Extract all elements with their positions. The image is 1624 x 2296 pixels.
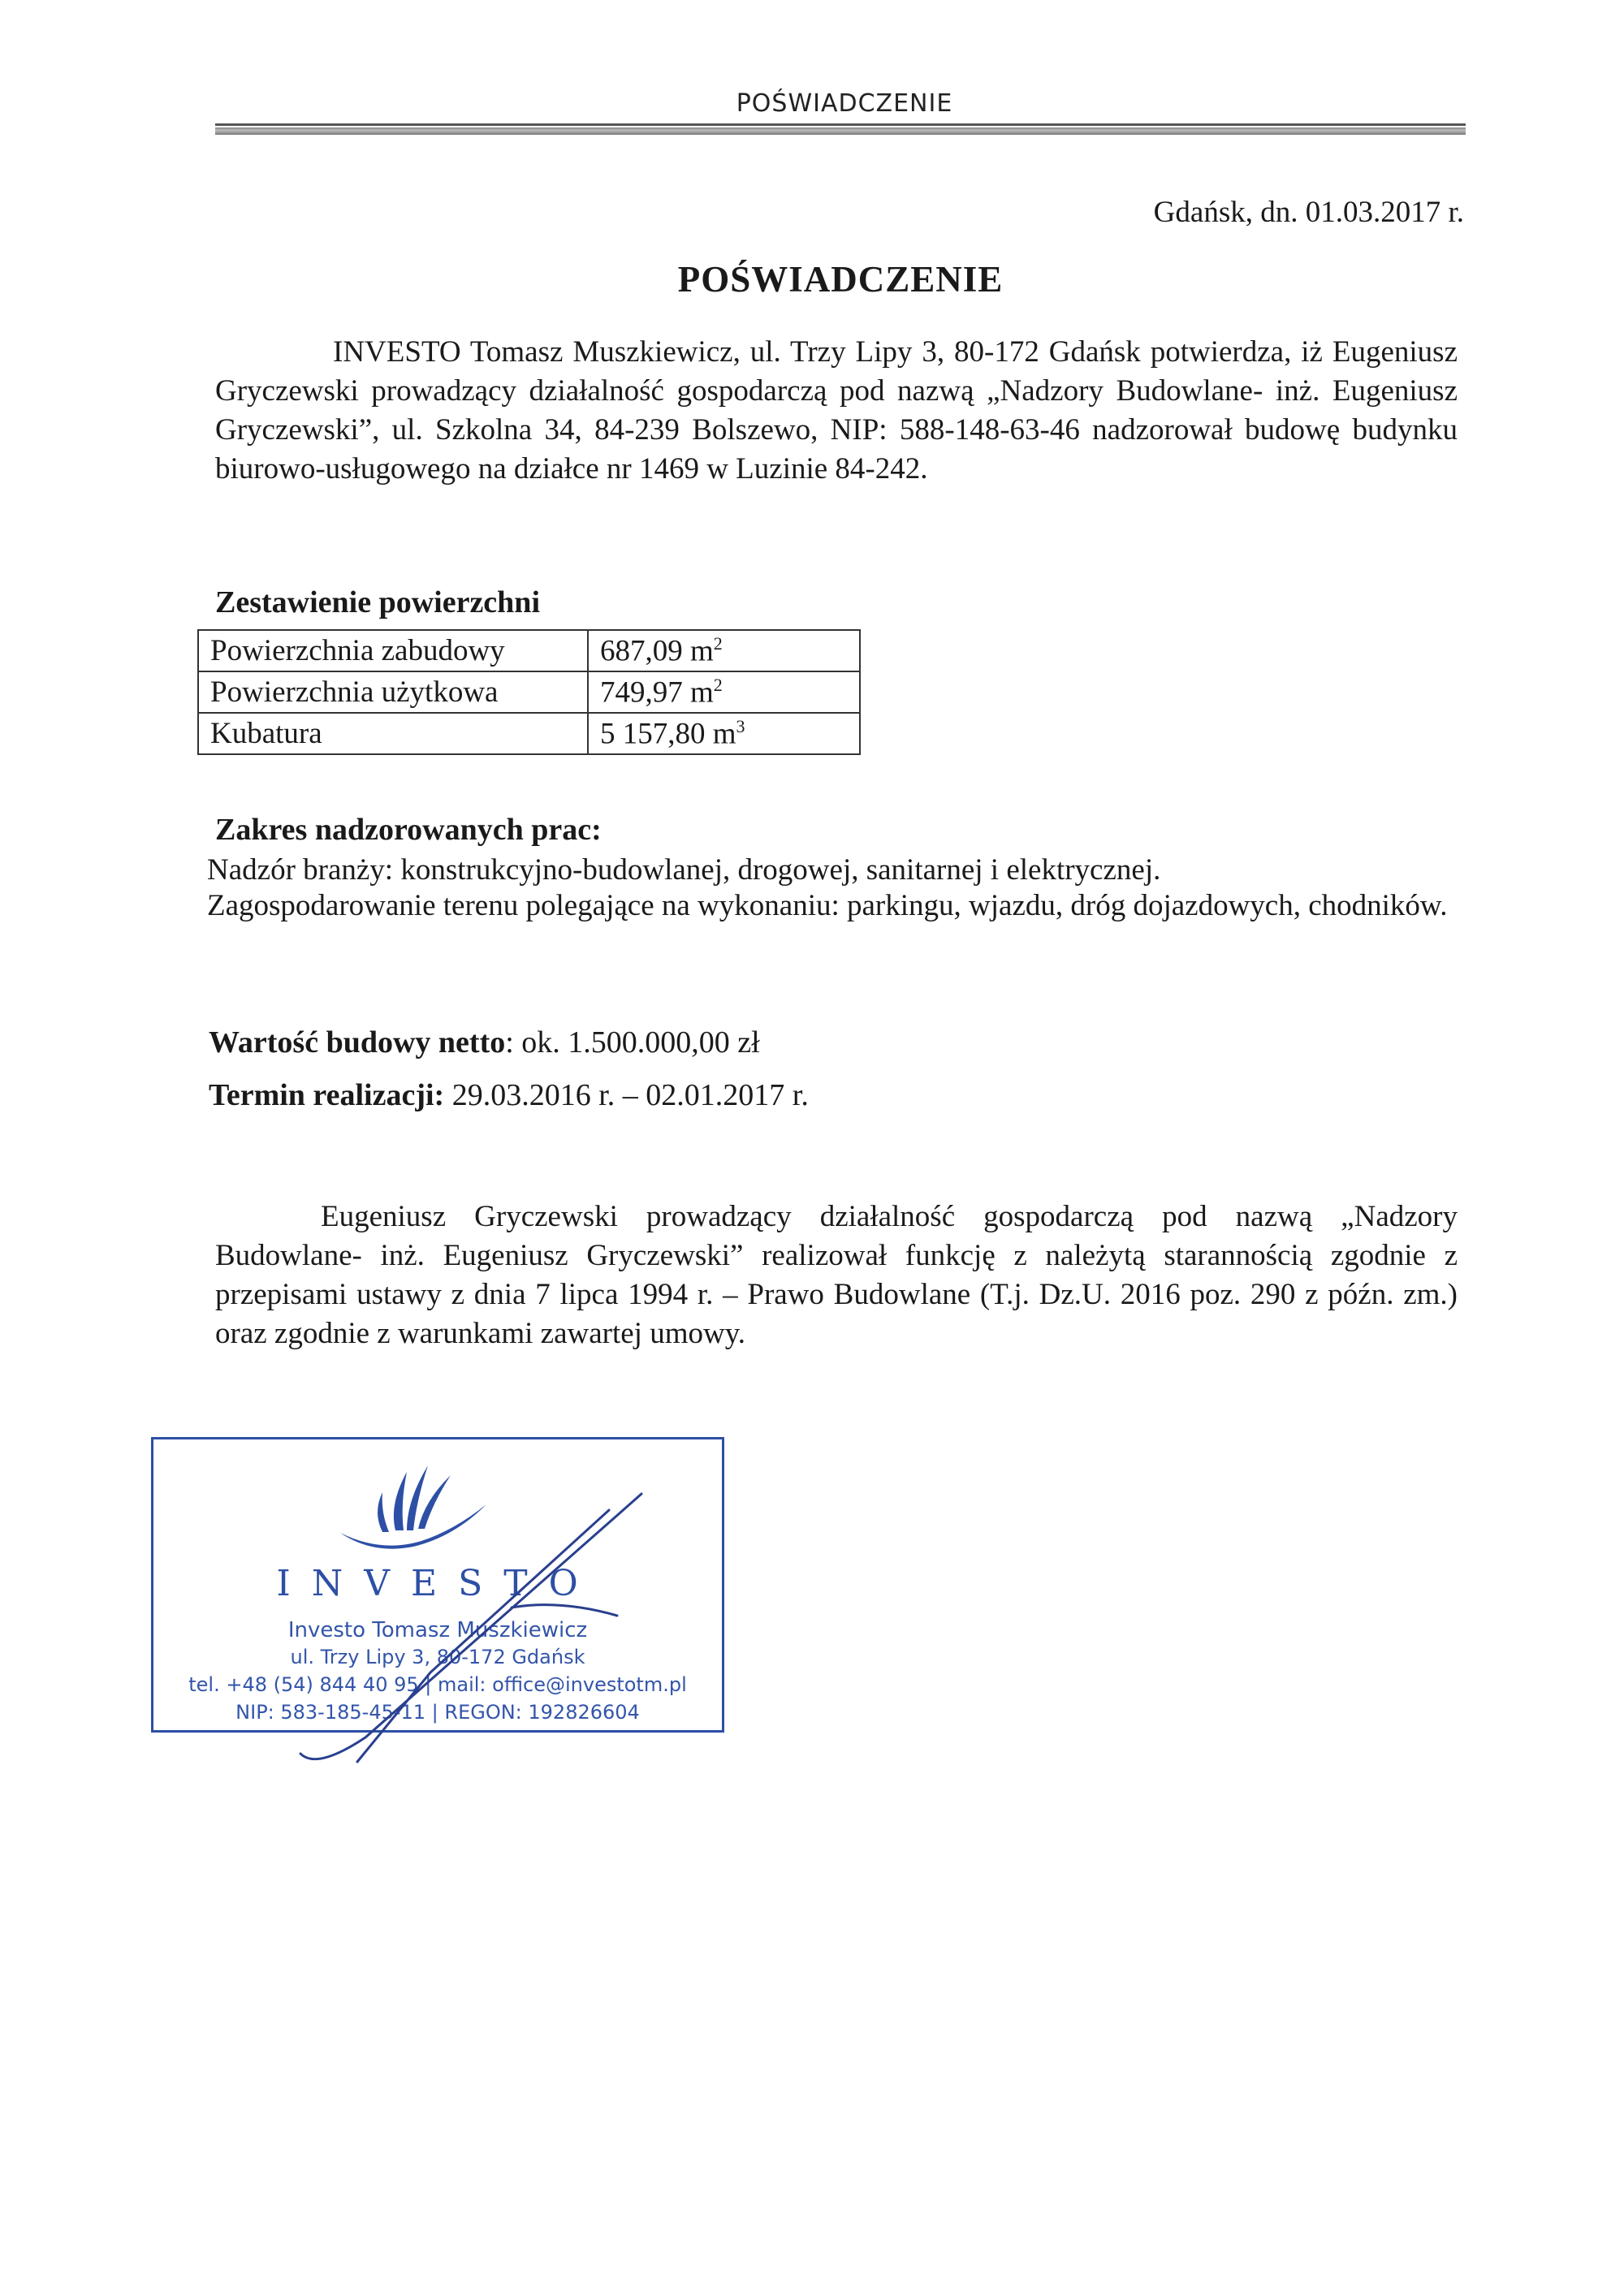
table-row [198, 671, 860, 713]
scope-line: Zagospodarowanie terenu polegające na wykonaniu: parkingu, wjazdu, dróg dojazdowych, chodników. [207, 889, 1448, 922]
value-label: Wartość budowy netto [209, 1025, 506, 1060]
area-value: 5 157,80 m [600, 717, 736, 751]
area-value-cell [588, 671, 860, 713]
areas-table [197, 629, 861, 755]
document-date: Gdańsk, dn. 01.03.2017 r. [1153, 196, 1464, 229]
area-label: Powierzchnia zabudowy [198, 630, 588, 671]
area-value: 687,09 m [600, 634, 714, 668]
header-title: POŚWIADCZENIE [736, 89, 953, 118]
stamp-company-name: Investo Tomasz Muszkiewicz [287, 1618, 588, 1642]
unit-exponent: 2 [713, 632, 723, 654]
unit-exponent: 2 [713, 674, 723, 695]
stamp-address: ul. Trzy Lipy 3, 80-172 Gdańsk [290, 1646, 585, 1668]
stamp-tax-ids: NIP: 583-185-45-11 | REGON: 192826604 [235, 1701, 640, 1724]
scope-body [207, 852, 1458, 924]
header-rule [215, 123, 1466, 138]
table-row [198, 713, 860, 754]
confirmation-paragraph: INVESTO Tomasz Muszkiewicz, ul. Trzy Lipy 3, 80-172 Gdańsk potwierdza, iż Eugeniusz Gryczewski prowadzący działalność gospodarczą pod nazwą „Nadzory Budowlane- inż. Eugeniusz Gryczewski”, ul. Szkolna 34, 84-239 Bolszewo, NIP: 588-148-63-46 nadzorował budowę budynku biurowo-usługowego na działce nr 1469 w Luzinie 84-242. [215, 335, 1458, 486]
area-value-cell [588, 713, 860, 754]
value-text: : ok. 1.500.000,00 zł [505, 1025, 760, 1060]
term-label: Termin realizacji: [209, 1078, 445, 1112]
document-title: POŚWIADCZENIE [677, 259, 1004, 300]
area-label: Kubatura [198, 713, 588, 754]
stamp-brand: INVESTO [276, 1563, 599, 1604]
stamp-contact: tel. +48 (54) 844 40 95 | mail: office@investotm.pl [188, 1673, 687, 1696]
construction-value [209, 1025, 760, 1060]
term-text: 29.03.2016 r. – 02.01.2017 r. [444, 1078, 809, 1112]
areas-heading: Zestawienie powierzchni [215, 585, 541, 619]
table-row [198, 630, 860, 671]
area-value-cell [588, 630, 860, 671]
scope-line: Nadzór branży: konstrukcyjno-budowlanej, drogowej, sanitarnej i elektrycznej. [207, 853, 1161, 887]
closing-paragraph: Eugeniusz Gryczewski prowadzący działalność gospodarczą pod nazwą „Nadzory Budowlane- inż. Eugeniusz Gryczewski” realizował funkcję z należytą starannością zgodnie z przepisami ustawy z dnia 7 lipca 1994 r. – Prawo Budowlane (T.j. Dz.U. 2016 poz. 290 z późn. zm.) oraz zgodnie z warunkami zawartej umowy. [215, 1200, 1458, 1350]
area-value: 749,97 m [600, 675, 714, 710]
scope-heading: Zakres nadzorowanych prac: [215, 813, 602, 847]
area-label: Powierzchnia użytkowa [198, 671, 588, 713]
realization-term [209, 1077, 809, 1113]
unit-exponent: 3 [736, 715, 745, 736]
handwritten-signature [268, 1478, 658, 1778]
